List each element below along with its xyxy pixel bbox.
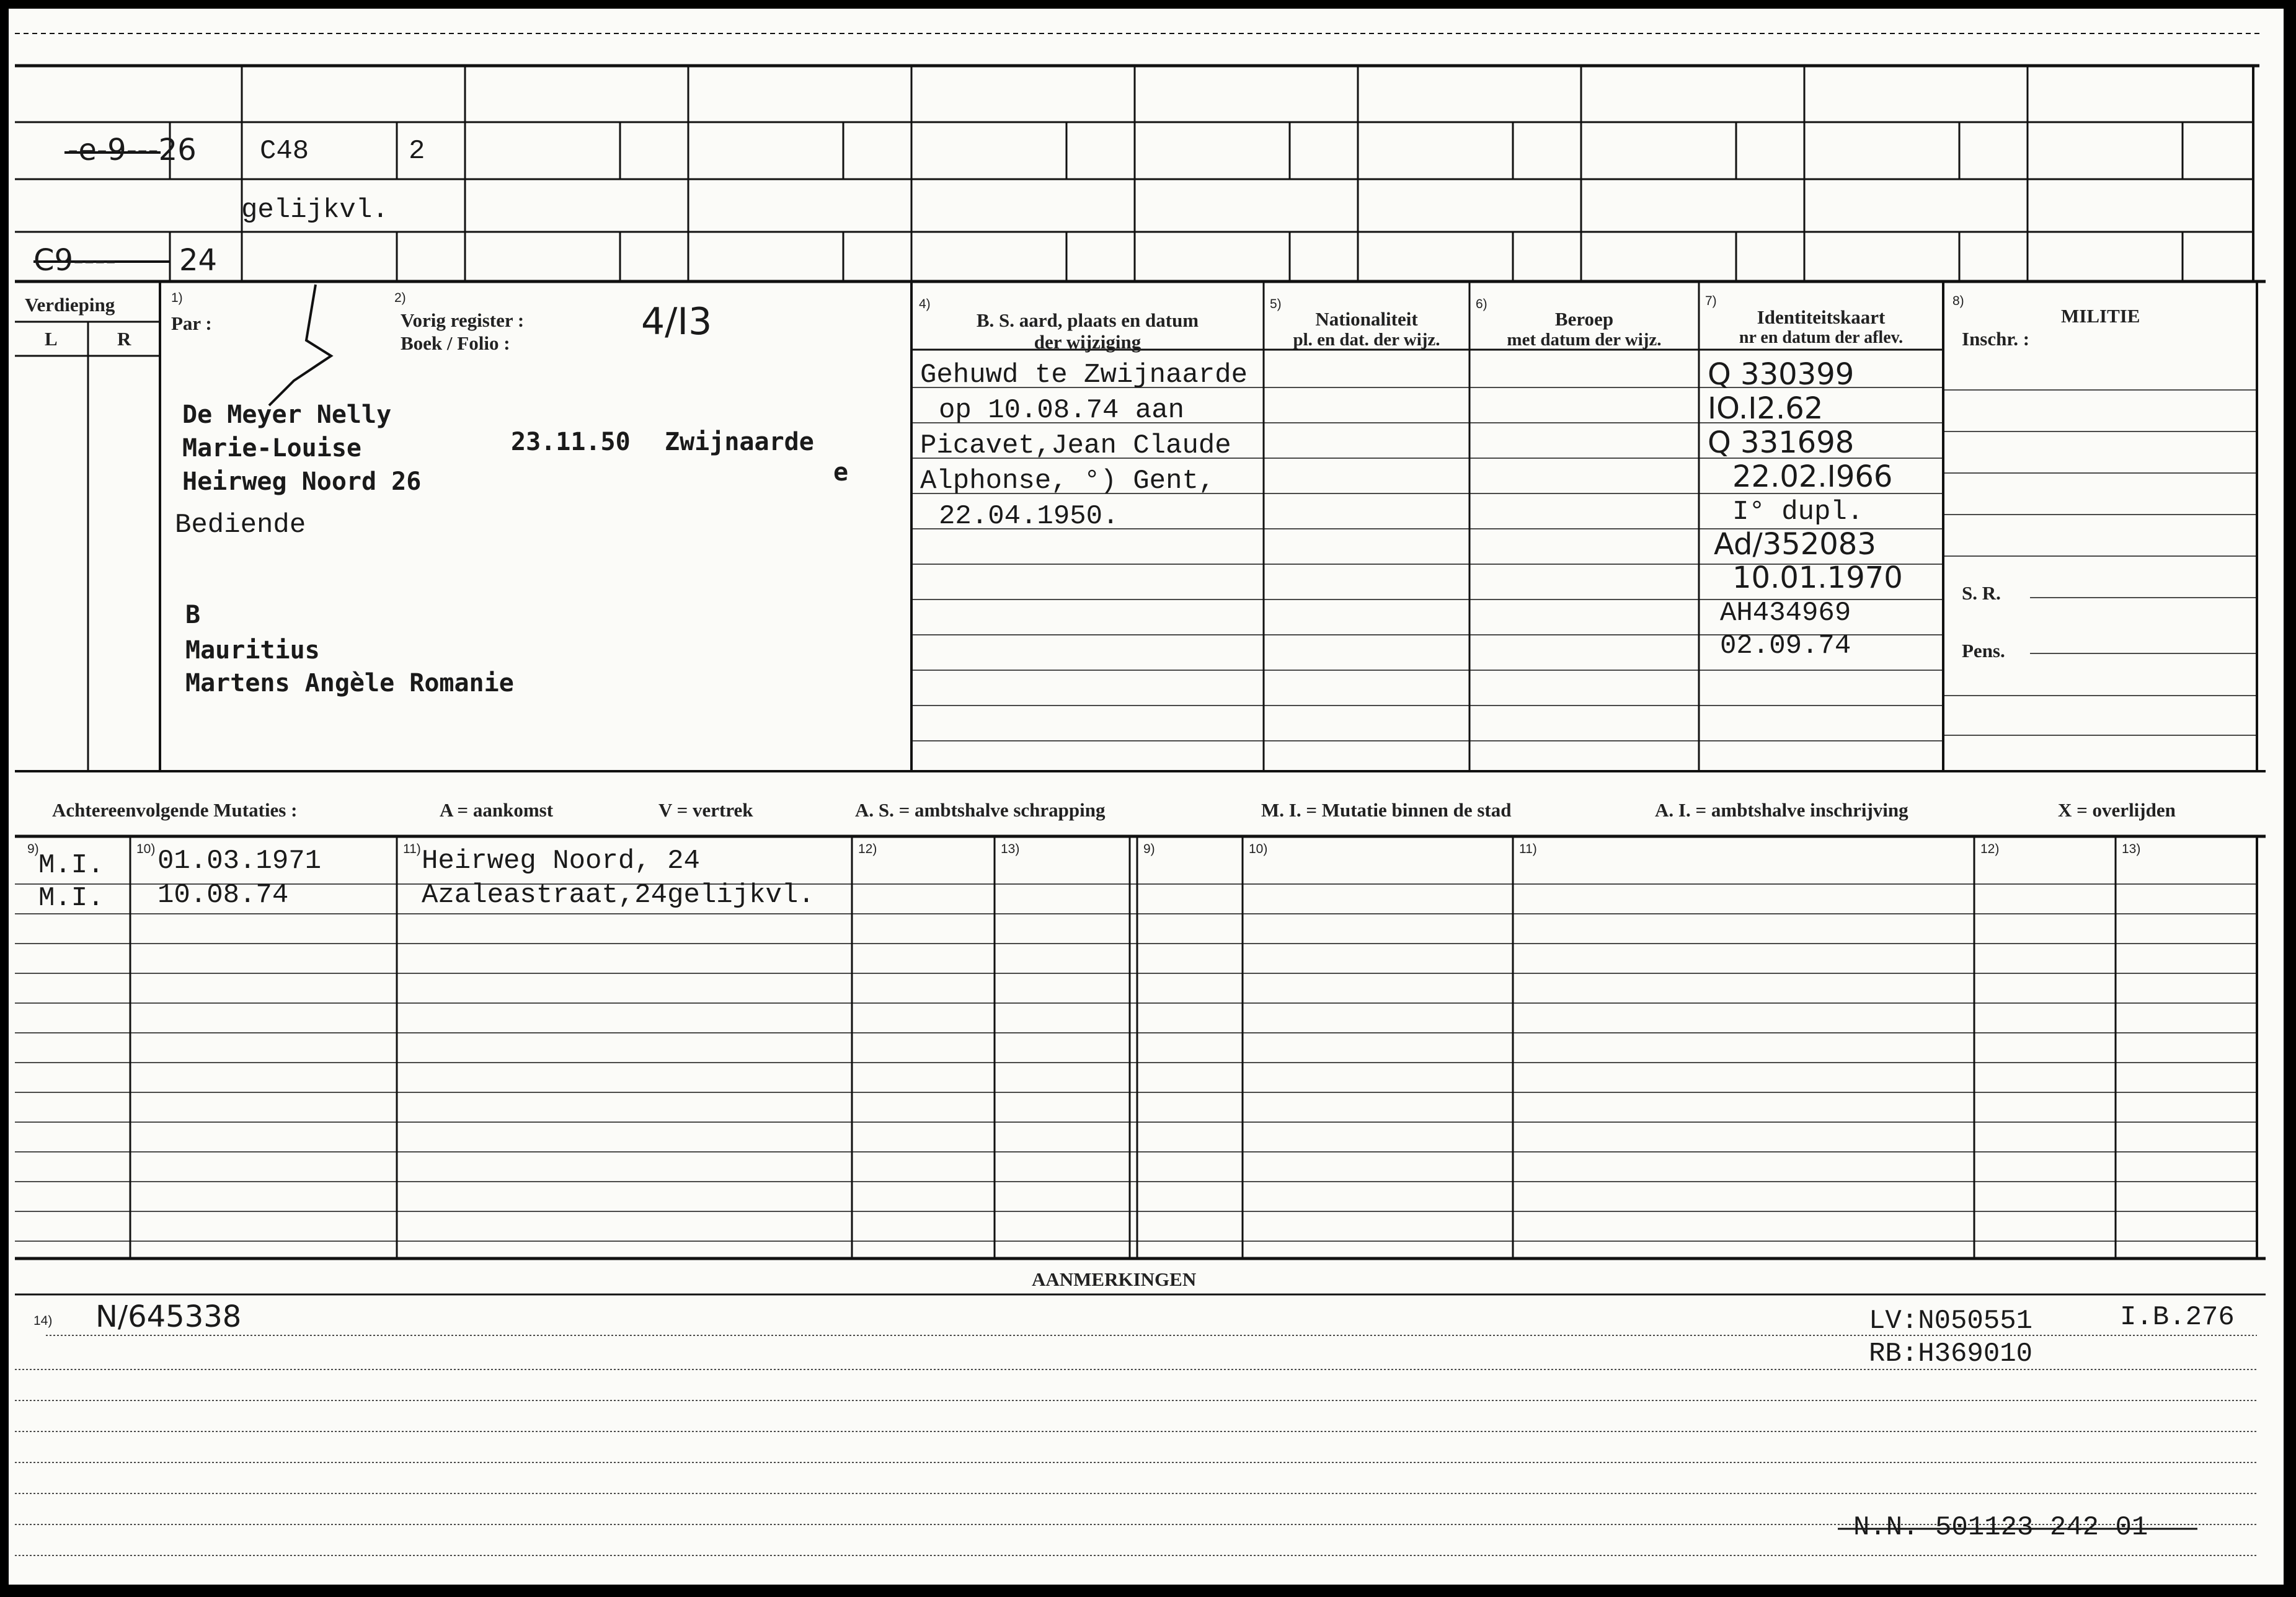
mutation-col-9-right: 9) <box>1143 842 1155 856</box>
person-mother: Martens Angèle Romanie <box>185 669 514 697</box>
birth-place: Zwijnaarde <box>665 428 814 456</box>
id-card-header-line1: Identiteitskaart <box>1757 306 1886 328</box>
par-label: Par : <box>171 312 212 334</box>
legend-overlijden: X = overlijden <box>2058 799 2176 821</box>
id-card-line-9: 02.09.74 <box>1720 630 1851 661</box>
top-date-2: C9---- <box>33 243 117 278</box>
id-card-line-2: IO.I2.62 <box>1708 391 1824 426</box>
sr-label: S. R. <box>1962 582 2001 604</box>
id-card-line-5: I° dupl. <box>1732 497 1864 528</box>
mutation-col-11-right: 11) <box>1519 842 1537 856</box>
person-given-names: Marie-Louise <box>182 434 361 462</box>
mutations-legend-title: Achtereenvolgende Mutaties : <box>52 799 298 821</box>
beroep-header-line2: met datum der wijz. <box>1507 330 1662 350</box>
mutation-col-9: 9) <box>27 842 39 856</box>
register-value: 4/I3 <box>641 300 712 343</box>
field-number-6: 6) <box>1476 297 1487 311</box>
pens-label: Pens. <box>1962 640 2005 661</box>
mutation-col-11: 11) <box>403 842 421 856</box>
id-card-header-line2: nr en datum der aflev. <box>1739 328 1904 347</box>
field-number-1: 1) <box>171 291 183 305</box>
bs-header-line1: B. S. aard, plaats en datum <box>976 309 1199 331</box>
beroep-header-line1: Beroep <box>1554 308 1614 330</box>
person-address: Heirweg Noord 26 <box>182 467 422 496</box>
top-date-1: -e-9---26 <box>68 133 197 167</box>
field-number-4: 4) <box>919 297 931 311</box>
id-card-line-3: Q 331698 <box>1708 425 1855 460</box>
top-code: C48 <box>260 136 309 167</box>
nationality-header-line1: Nationaliteit <box>1315 308 1418 330</box>
person-name: De Meyer Nelly <box>182 400 392 429</box>
col-l-label: L <box>45 328 58 350</box>
id-card-line-4: 22.02.I966 <box>1732 459 1893 494</box>
remarks-lv: LV:N050551 <box>1869 1306 2033 1337</box>
mutation-col-13-right: 13) <box>2122 842 2141 856</box>
top-num-1: 2 <box>409 136 425 167</box>
legend-schrapping: A. S. = ambtshalve schrapping <box>855 799 1106 821</box>
field-number-2: 2) <box>394 291 406 305</box>
mutation-date-1: 01.03.1971 <box>157 846 322 877</box>
mutation-type-2: M.I. <box>38 883 104 914</box>
verdieping-label: Verdieping <box>25 294 115 316</box>
civil-status-line-4: Alphonse, °) Gent, <box>920 466 1215 497</box>
vorig-register-label: Vorig register : <box>401 309 525 331</box>
person-mark: e <box>833 458 849 487</box>
top-num-2: 24 <box>179 243 218 278</box>
civil-status-line-2: op 10.08.74 aan <box>939 395 1185 426</box>
mutation-address-1: Heirweg Noord, 24 <box>422 846 700 877</box>
mutation-type-1: M.I. <box>38 850 104 881</box>
legend-inschrijving: A. I. = ambtshalve inschrijving <box>1655 799 1908 821</box>
remarks-title: AANMERKINGEN <box>1032 1268 1197 1290</box>
register-card <box>9 9 2284 1585</box>
mutation-col-10-right: 10) <box>1249 842 1268 856</box>
field-number-8: 8) <box>1952 294 1964 308</box>
person-b: B <box>185 601 201 629</box>
civil-status-line-3: Picavet,Jean Claude <box>920 430 1231 461</box>
person-father: Mauritius <box>185 636 320 665</box>
inschr-label: Inschr. : <box>1962 328 2030 350</box>
mutation-date-2: 10.08.74 <box>157 880 289 911</box>
legend-vertrek: V = vertrek <box>658 799 753 821</box>
top-note: gelijkvl. <box>241 195 389 226</box>
civil-status-line-1: Gehuwd te Zwijnaarde <box>920 360 1248 391</box>
mutation-address-2: Azaleastraat,24gelijkvl. <box>422 880 815 911</box>
remarks-number: N/645338 <box>95 1299 242 1334</box>
civil-status-line-5: 22.04.1950. <box>939 501 1119 532</box>
remarks-ib: I.B.276 <box>2120 1302 2235 1333</box>
bs-header-line2: der wijziging <box>1034 331 1141 353</box>
legend-mutatie: M. I. = Mutatie binnen de stad <box>1261 799 1512 821</box>
mutation-col-12: 12) <box>858 842 877 856</box>
field-number-7: 7) <box>1705 294 1717 308</box>
field-number-14: 14) <box>33 1314 53 1328</box>
id-card-line-8: AH434969 <box>1720 598 1851 629</box>
mutation-col-10: 10) <box>136 842 156 856</box>
id-card-line-6: Ad/352083 <box>1714 527 1876 562</box>
id-card-line-1: Q 330399 <box>1708 357 1855 392</box>
nationality-header-line2: pl. en dat. der wijz. <box>1293 330 1440 350</box>
mutation-col-13: 13) <box>1001 842 1020 856</box>
remarks-rb: RB:H369010 <box>1869 1338 2033 1369</box>
id-card-line-7: 10.01.1970 <box>1732 560 1903 595</box>
person-occupation: Bediende <box>175 510 306 541</box>
legend-aankomst: A = aankomst <box>440 799 554 821</box>
boek-folio-label: Boek / Folio : <box>401 332 510 354</box>
militie-header: MILITIE <box>2061 305 2140 327</box>
field-number-5: 5) <box>1270 297 1282 311</box>
remarks-nn: N.N. 501123 242 01 <box>1853 1512 2148 1543</box>
mutation-col-12-right: 12) <box>1980 842 2000 856</box>
birth-date: 23.11.50 <box>511 428 631 456</box>
col-r-label: R <box>117 328 131 350</box>
